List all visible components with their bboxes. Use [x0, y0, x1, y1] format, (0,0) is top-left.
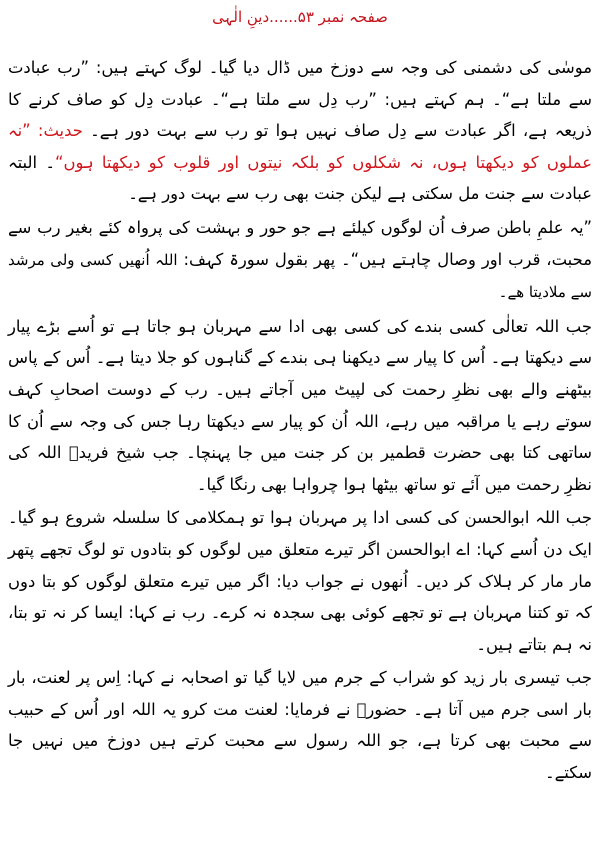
- paragraph-text: جب اللہ تعالٰی کسی بندے کی کسی بھی ادا سے مہربان ہو جاتا ہے تو اُسے بڑے پیار سے دیکھتا ہے۔ اُس کا پیار سے دیکھنا ہی بندے کے گناہوں کو جلا دیتا ہے۔ اُس کے پاس بیٹھنے والے بھی نظرِ رحمت کی لپیٹ میں آجاتے ہیں۔ رب کے دوست اصحابِ کہف سوتے رہے یا مراقبہ میں رہے، اللہ اُن کو پیار سے دیکھتا رہا جس کی وجہ سے اُن کا ساتھی کتا بھی حضرت قطمیر بن کر جنت میں جا پہنچا۔ جب شیخ فریدؒ اللہ کی نظرِ رحمت میں آئے تو ساتھ بیٹھا ہوا چرواہا بھی رنگا گیا۔: [8, 316, 592, 494]
- paragraph-text: ”یہ علمِ باطن صرف اُن لوگوں کیلئے ہے جو حور و بہشت کی پرواہ کئے بغیر رب سے محبت، قرب اور وصال چاہتے ہیں“۔ پھر بقول سورۃ کہف:: [8, 217, 592, 269]
- emphasis-text: اللہ اُنھیں کسی ولی مرشد سے ملادیتا ھے۔: [8, 250, 592, 302]
- paragraph: [8, 311, 592, 501]
- page-header: صفحہ نمبر ۵۳......دینِ الٰہی: [212, 8, 388, 26]
- page-body: [8, 52, 592, 789]
- paragraph: [8, 662, 592, 788]
- paragraph-text: ۔ البتہ عبادت سے جنت مل سکتی ہے لیکن جنت بھی رب سے بہت دور ہے۔: [8, 152, 592, 204]
- paragraph-text: جب تیسری بار زید کو شراب کے جرم میں لایا گیا تو اصحابہ نے کہا: اِس پر لعنت، بار بار اسی جرم میں آتا ہے۔ حضورؐ نے فرمایا: لعنت مت کرو یہ اللہ اور اُس کے حبیب سے محبت بھی کرتا ہے، جو اللہ رسول سے محبت کرتے ہیں دوزخ میں نہیں جا سکتے۔: [8, 668, 592, 783]
- paragraph: [8, 212, 592, 309]
- paragraph: [8, 502, 592, 660]
- paragraph-text: جب اللہ ابوالحسن کی کسی ادا پر مہربان ہوا تو ہمکلامی کا سلسلہ شروع ہو گیا۔ ایک دن اُسے کہا: اے ابوالحسن اگر تیرے متعلق میں لوگوں کو بتادوں تو لوگ تجھے پتھر مار مار کر ہلاک کر دیں۔ اُنھوں نے جواب دیا: اگر میں تیرے متعلق لوگوں کو بتا دوں کہ تو کتنا مہربان ہے تو تجھے کوئی بھی سجدہ نہ کرے۔ رب نے کہا: ایسا کر نہ تو بتا، نہ ہم بتاتے ہیں۔: [8, 508, 592, 654]
- paragraph: [8, 52, 592, 210]
- hadith-highlight: حدیث: ”نہ عملوں کو دیکھتا ہوں، نہ شکلوں کو بلکہ نیتوں اور قلوب کو دیکھتا ہوں“: [8, 121, 593, 172]
- paragraph-text: موسٰی کی دشمنی کی وجہ سے دوزخ میں ڈال دیا گیا۔ لوگ کہتے ہیں: ”رب عبادت سے ملتا ہے“۔ ہم کہتے ہیں: ”رب دِل سے ملتا ہے“۔ عبادت دِل کو صاف کرنے کا ذریعہ ہے، اگر عبادت سے دِل صاف نہیں ہوا تو رب سے بہت دور ہے۔: [8, 58, 592, 141]
